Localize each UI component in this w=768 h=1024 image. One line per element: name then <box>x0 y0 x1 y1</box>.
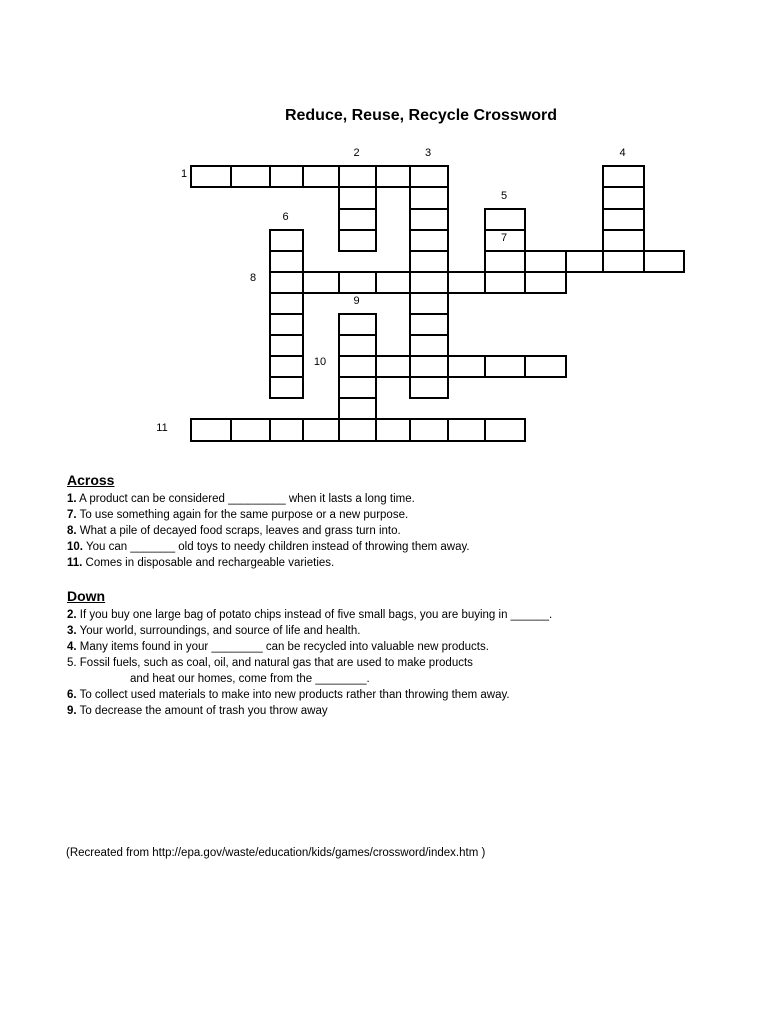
down-clue <box>67 671 747 687</box>
clue-number-label: 2 <box>353 147 360 159</box>
crossword-cell[interactable] <box>269 250 304 273</box>
clue-text: and heat our homes, come from the ________. <box>130 673 370 685</box>
crossword-cell[interactable] <box>269 229 304 252</box>
crossword-cell[interactable] <box>375 418 411 442</box>
crossword-cell[interactable] <box>269 292 304 315</box>
clue-text: Your world, surroundings, and source of life and health. <box>76 625 361 637</box>
clue-number-label: 11 <box>156 422 168 434</box>
crossword-cell[interactable] <box>269 376 304 399</box>
crossword-cell[interactable] <box>269 355 304 378</box>
clue-text: A product can be considered _________ when it lasts a long time. <box>76 493 415 505</box>
crossword-cell[interactable] <box>375 355 411 378</box>
clue-number: 9. <box>67 705 77 717</box>
crossword-cell[interactable] <box>409 229 449 252</box>
down-clue <box>67 655 747 671</box>
crossword-cell[interactable] <box>447 271 486 294</box>
crossword-cell[interactable] <box>409 165 449 188</box>
crossword-cell[interactable] <box>409 376 449 399</box>
crossword-cell[interactable] <box>409 418 449 442</box>
crossword-cell[interactable] <box>302 418 340 442</box>
clue-number: 6. <box>67 689 77 701</box>
crossword-cell[interactable] <box>269 271 304 294</box>
crossword-cell[interactable] <box>375 165 411 188</box>
across-clue <box>67 523 747 539</box>
across-heading: Across <box>67 472 115 488</box>
clue-text: What a pile of decayed food scraps, leaves and grass turn into. <box>76 525 401 537</box>
clue-number: 2. <box>67 609 77 621</box>
crossword-cell[interactable] <box>269 165 304 188</box>
crossword-cell[interactable] <box>338 208 377 231</box>
down-section <box>67 588 747 719</box>
across-clue <box>67 539 747 555</box>
crossword-cell[interactable] <box>565 250 604 273</box>
crossword-cell[interactable] <box>602 229 645 252</box>
crossword-cell[interactable] <box>338 397 377 420</box>
crossword-cell[interactable] <box>409 250 449 273</box>
crossword-cell[interactable] <box>447 355 486 378</box>
clue-number-label: 1 <box>180 168 188 180</box>
crossword-cell[interactable] <box>447 418 486 442</box>
crossword-cell[interactable] <box>190 418 232 442</box>
crossword-cell[interactable] <box>409 313 449 336</box>
clue-number-label: 6 <box>282 211 289 223</box>
crossword-cell[interactable] <box>409 292 449 315</box>
crossword-cell[interactable] <box>338 418 377 442</box>
clue-number: 11. <box>67 557 83 569</box>
down-clue <box>67 623 747 639</box>
down-clue <box>67 687 747 703</box>
crossword-cell[interactable] <box>338 186 377 210</box>
crossword-cell[interactable] <box>338 376 377 399</box>
clue-number-label: 4 <box>619 147 626 159</box>
crossword-cell[interactable] <box>484 250 526 273</box>
crossword-cell[interactable] <box>602 250 645 273</box>
source-note: (Recreated from http://epa.gov/waste/education/kids/games/crossword/index.htm ) <box>66 847 486 859</box>
crossword-cell[interactable] <box>338 334 377 357</box>
crossword-cell[interactable] <box>602 208 645 231</box>
down-clue <box>67 639 747 655</box>
clue-number-label: 7 <box>500 232 508 244</box>
crossword-cell[interactable] <box>524 355 567 378</box>
crossword-cell[interactable] <box>190 165 232 188</box>
crossword-cell[interactable] <box>602 165 645 188</box>
crossword-cell[interactable] <box>602 186 645 210</box>
crossword-cell[interactable] <box>230 165 271 188</box>
clue-text: To collect used materials to make into new products rather than throwing them away. <box>76 689 510 701</box>
crossword-cell[interactable] <box>269 313 304 336</box>
crossword-cell[interactable] <box>524 271 567 294</box>
down-clue <box>67 607 747 623</box>
crossword-grid <box>0 0 768 460</box>
down-heading: Down <box>67 588 106 604</box>
clue-number: 4. <box>67 641 77 653</box>
crossword-cell[interactable] <box>524 250 567 273</box>
clue-text: You can _______ old toys to needy children instead of throwing them away. <box>83 541 470 553</box>
clue-number-label: 10 <box>313 356 327 368</box>
clue-text: To decrease the amount of trash you throw away <box>76 705 328 717</box>
down-clue <box>67 703 747 719</box>
crossword-cell[interactable] <box>269 418 304 442</box>
page-title: Reduce, Reuse, Recycle Crossword <box>284 107 558 124</box>
across-clue-list <box>67 491 747 571</box>
across-clue <box>67 507 747 523</box>
across-clue <box>67 555 747 571</box>
clue-text: If you buy one large bag of potato chips instead of five small bags, you are buying in ______. <box>76 609 553 621</box>
clue-number: 10. <box>67 541 83 553</box>
crossword-cell[interactable] <box>375 271 411 294</box>
crossword-cell[interactable] <box>409 186 449 210</box>
crossword-cell[interactable] <box>338 271 377 294</box>
crossword-cell[interactable] <box>643 250 685 273</box>
across-section <box>67 472 747 571</box>
clue-number-label: 3 <box>424 147 432 159</box>
crossword-cell[interactable] <box>409 355 449 378</box>
clue-text: 5. Fossil fuels, such as coal, oil, and natural gas that are used to make products <box>67 657 473 669</box>
crossword-cell[interactable] <box>484 208 526 231</box>
clue-number: 8. <box>67 525 77 537</box>
crossword-cell[interactable] <box>269 334 304 357</box>
clue-number: 3. <box>67 625 77 637</box>
crossword-cell[interactable] <box>409 208 449 231</box>
crossword-cell[interactable] <box>338 313 377 336</box>
crossword-cell[interactable] <box>338 229 377 252</box>
crossword-cell[interactable] <box>230 418 271 442</box>
clue-text: To use something again for the same purpose or a new purpose. <box>76 509 409 521</box>
crossword-cell[interactable] <box>409 271 449 294</box>
clue-text: Many items found in your ________ can be recycled into valuable new products. <box>76 641 489 653</box>
crossword-cell[interactable] <box>302 271 340 294</box>
clue-number-label: 8 <box>249 272 257 284</box>
crossword-cell[interactable] <box>484 271 526 294</box>
clue-number: 7. <box>67 509 77 521</box>
crossword-cell[interactable] <box>484 418 526 442</box>
crossword-cell[interactable] <box>409 334 449 357</box>
crossword-cell[interactable] <box>338 355 377 378</box>
across-clue <box>67 491 747 507</box>
crossword-cell[interactable] <box>484 355 526 378</box>
crossword-cell[interactable] <box>338 165 377 188</box>
down-clue-list <box>67 607 747 719</box>
clue-number: 1. <box>67 493 77 505</box>
clue-number-label: 9 <box>353 295 360 307</box>
clue-number-label: 5 <box>500 190 508 202</box>
clue-text: Comes in disposable and rechargeable varieties. <box>82 557 335 569</box>
crossword-cell[interactable] <box>302 165 340 188</box>
